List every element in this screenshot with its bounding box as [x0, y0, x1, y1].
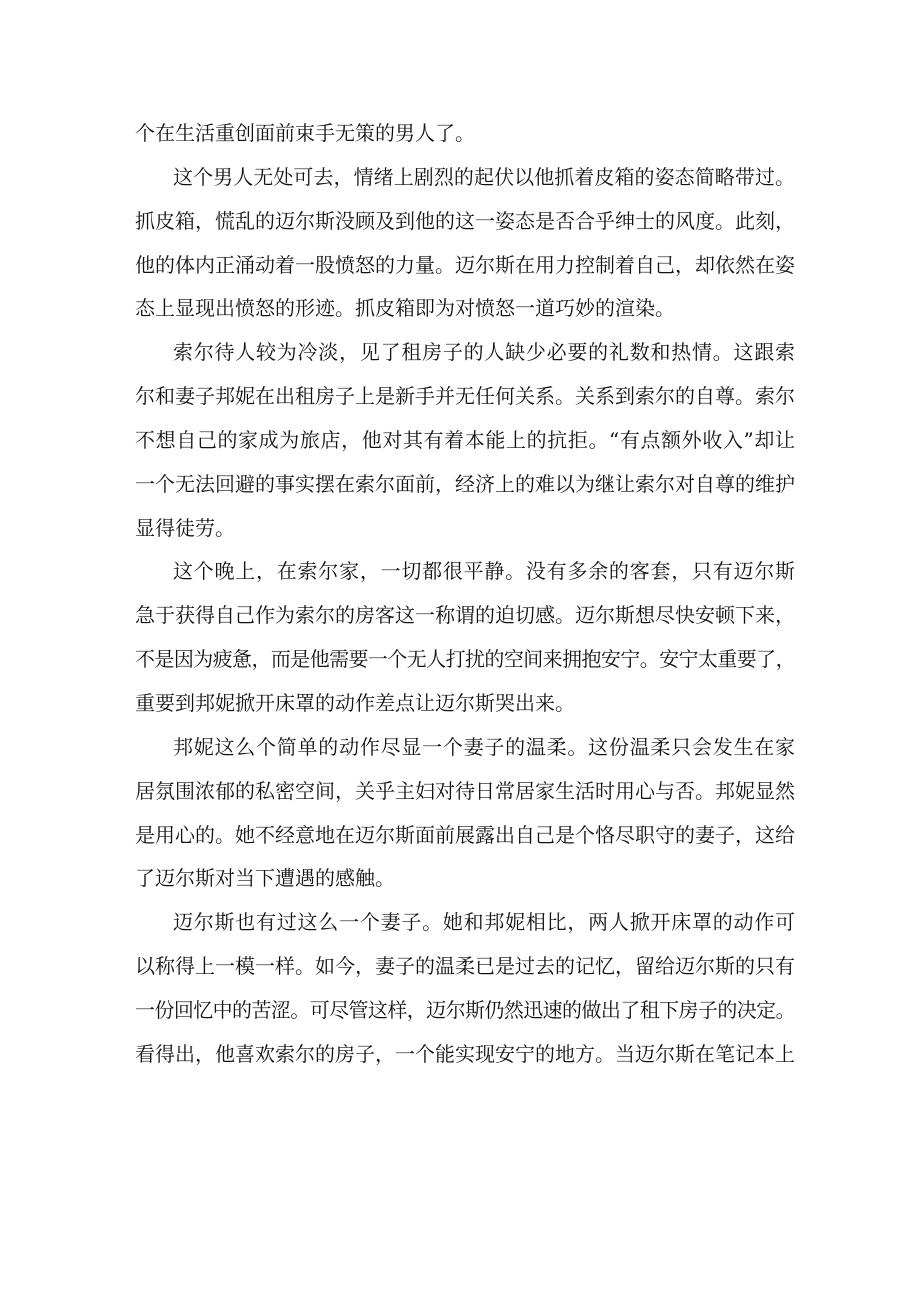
text-line: 重要到邦妮掀开床罩的动作差点让迈尔斯哭出来。: [135, 690, 575, 715]
text-line: 急于获得自己作为索尔的房客这一称谓的迫切感。迈尔斯想尽快安顿下来，: [135, 603, 795, 628]
paragraph-first-line: 这个晚上，在索尔家，一切都很平静。没有多余的客套，只有迈尔斯: [173, 559, 795, 584]
text-line: 个在生活重创面前束手无策的男人了。: [135, 121, 475, 145]
text-line: 他的体内正涌动着一股愤怒的力量。迈尔斯在用力控制着自己，却依然在姿: [135, 252, 795, 277]
text-line: 以称得上一模一样。如今，妻子的温柔已是过去的记忆，留给迈尔斯的只有: [135, 954, 795, 979]
text-line: 居氛围浓郁的私密空间，关乎主妇对待日常居家生活时用心与否。邦妮显然: [135, 778, 795, 803]
text-line: 一份回忆中的苦涩。可尽管这样，迈尔斯仍然迅速的做出了租下房子的决定。: [135, 997, 795, 1022]
text-line: 尔和妻子邦妮在出租房子上是新手并无任何关系。关系到索尔的自尊。索尔: [135, 384, 795, 409]
text-line: 抓皮箱，慌乱的迈尔斯没顾及到他的这一姿态是否合乎绅士的风度。此刻，: [135, 208, 795, 233]
text-line: 看得出，他喜欢索尔的房子，一个能实现安宁的地方。当迈尔斯在笔记本上: [135, 1041, 795, 1066]
text-line: 不想自己的家成为旅店，他对其有着本能上的抗拒。“有点额外收入”却让: [135, 427, 795, 452]
body-text: [135, 112, 795, 1077]
text-line: 显得徒劳。: [135, 515, 235, 540]
text-line: 了迈尔斯对当下遭遇的感触。: [135, 866, 395, 891]
paragraph-first-line: 这个男人无处可去，情绪上剧烈的起伏以他抓着皮箱的姿态简略带过。: [173, 164, 795, 189]
paragraph-first-line: 邦妮这么个简单的动作尽显一个妻子的温柔。这份温柔只会发生在家: [173, 734, 795, 759]
paragraph-first-line: 迈尔斯也有过这么一个妻子。她和邦妮相比，两人掀开床罩的动作可: [173, 910, 795, 935]
text-line: 一个无法回避的事实摆在索尔面前，经济上的难以为继让索尔对自尊的维护: [135, 471, 795, 496]
paragraph-first-line: 索尔待人较为冷淡，见了租房子的人缺少必要的礼数和热情。这跟索: [173, 340, 795, 365]
text-line: 是用心的。她不经意地在迈尔斯面前展露出自己是个恪尽职守的妻子，这给: [135, 822, 795, 847]
text-line: 不是因为疲惫，而是他需要一个无人打扰的空间来拥抱安宁。安宁太重要了，: [135, 647, 795, 672]
text-line: 态上显现出愤怒的形迹。抓皮箱即为对愤怒一道巧妙的渲染。: [135, 296, 675, 321]
